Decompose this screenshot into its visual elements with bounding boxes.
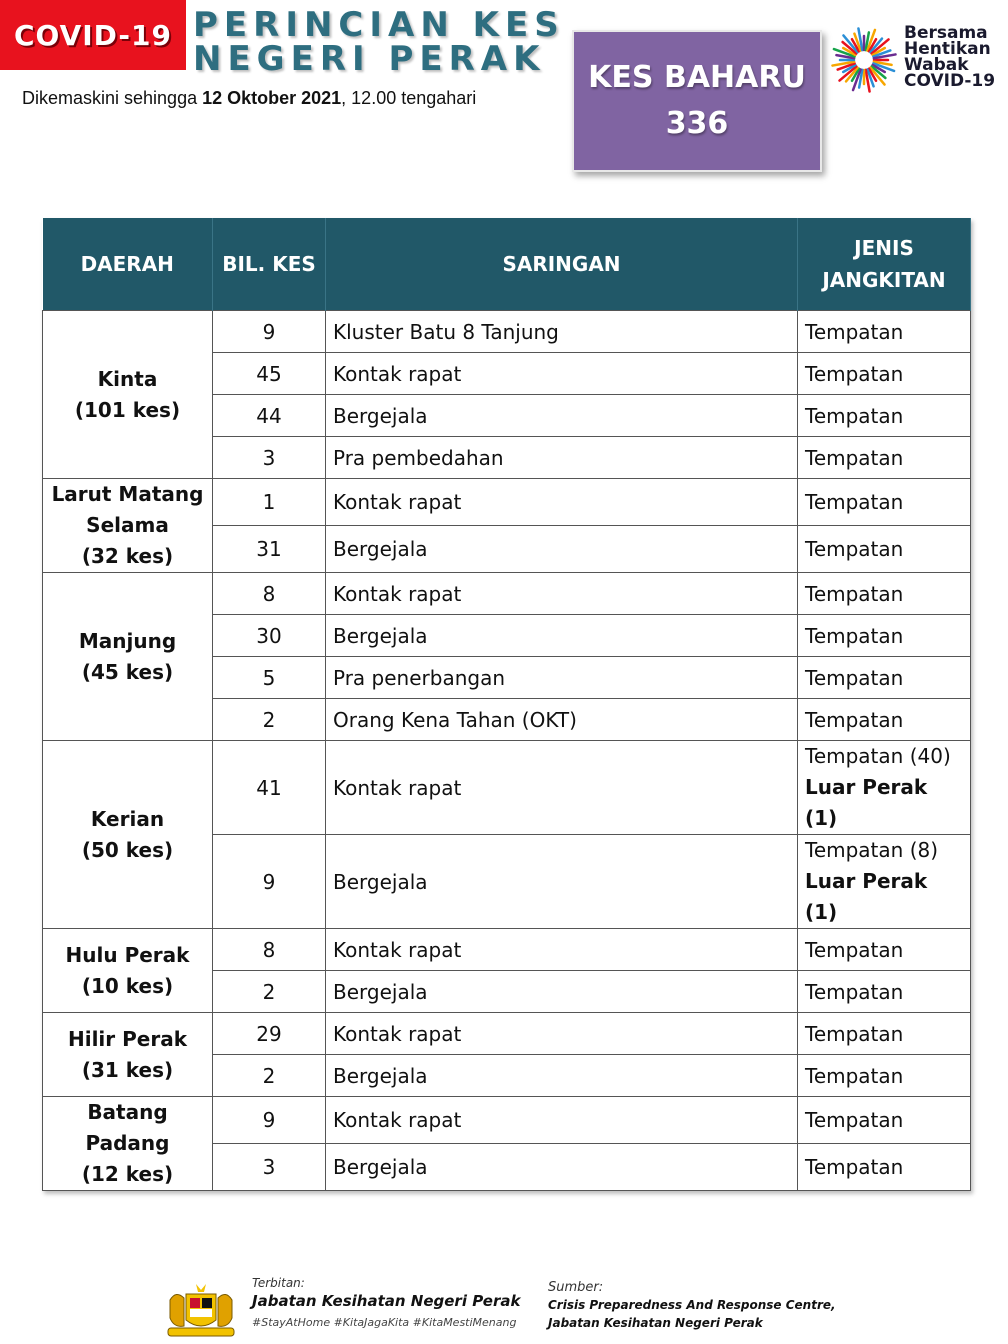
column-header-district: DAERAH xyxy=(43,218,213,311)
column-header-screening: SARINGAN xyxy=(326,218,798,311)
covid-badge-label: COVID-19 xyxy=(13,18,173,52)
district-cell: Hilir Perak (31 kes) xyxy=(43,1013,213,1097)
screening-cell: Bergejala xyxy=(326,1055,798,1097)
case-count-cell: 3 xyxy=(213,437,326,479)
screening-cell: Kluster Batu 8 Tanjung xyxy=(326,311,798,353)
case-count-cell: 5 xyxy=(213,657,326,699)
case-count-cell: 44 xyxy=(213,395,326,437)
infection-type-text: Tempatan xyxy=(805,537,904,561)
screening-cell: Kontak rapat xyxy=(326,741,798,835)
case-count-cell: 2 xyxy=(213,1055,326,1097)
district-cell: Manjung (45 kes) xyxy=(43,573,213,741)
source-line-1: Crisis Preparedness And Response Centre, xyxy=(548,1298,836,1312)
district-cell: Larut Matang Selama (32 kes) xyxy=(43,479,213,573)
screening-cell: Bergejala xyxy=(326,526,798,573)
logo-line-1: Bersama xyxy=(904,23,988,43)
infection-type-cell xyxy=(798,699,971,741)
infection-type-text: Tempatan xyxy=(805,490,904,514)
case-count-cell: 2 xyxy=(213,699,326,741)
new-cases-value: 336 xyxy=(665,106,729,141)
campaign-logo-text xyxy=(904,25,995,89)
infection-type-cell xyxy=(798,526,971,573)
district-cell: Kinta (101 kes) xyxy=(43,311,213,479)
updated-suffix: , 12.00 tengahari xyxy=(341,88,477,108)
column-header-count: BIL. KES xyxy=(213,218,326,311)
title-line-2: NEGERI PERAK xyxy=(193,39,546,79)
updated-timestamp xyxy=(22,88,476,109)
screening-cell: Pra penerbangan xyxy=(326,657,798,699)
infection-type-cell xyxy=(798,1013,971,1055)
screening-cell: Kontak rapat xyxy=(326,929,798,971)
publisher-block xyxy=(252,1276,520,1329)
infection-type-cell xyxy=(798,1144,971,1191)
case-count-cell: 29 xyxy=(213,1013,326,1055)
infection-type-text: Tempatan xyxy=(805,581,904,606)
screening-cell: Bergejala xyxy=(326,1144,798,1191)
publisher-label: Terbitan: xyxy=(252,1276,305,1290)
infection-type-text: Tempatan xyxy=(805,623,904,648)
table-row xyxy=(43,479,971,526)
screening-cell: Kontak rapat xyxy=(326,1013,798,1055)
infection-type-cell xyxy=(798,1055,971,1097)
infection-type-text: Tempatan xyxy=(805,1021,904,1046)
infection-type-cell xyxy=(798,353,971,395)
infection-type-text: Tempatan (40) xyxy=(805,744,951,768)
column-header-infection-type: JENIS JANGKITAN xyxy=(798,218,971,311)
infection-type-cell xyxy=(798,615,971,657)
source-label: Sumber: xyxy=(548,1280,604,1295)
screening-cell: Kontak rapat xyxy=(326,573,798,615)
sunburst-logo-icon xyxy=(828,20,904,100)
case-count-cell: 8 xyxy=(213,929,326,971)
screening-cell: Kontak rapat xyxy=(326,479,798,526)
infection-type-cell xyxy=(798,311,971,353)
infection-type-text: Tempatan xyxy=(805,665,904,690)
hashtags: #StayAtHome #KitaJagaKita #KitaMestiMenang xyxy=(252,1316,517,1329)
case-count-cell: 9 xyxy=(213,835,326,929)
infection-type-cell xyxy=(798,741,971,835)
infection-type-secondary: Luar Perak (1) xyxy=(805,869,928,924)
infection-type-text: Tempatan xyxy=(805,1063,904,1088)
logo-line-2: Hentikan xyxy=(904,39,991,59)
infection-type-cell xyxy=(798,437,971,479)
table-header-row xyxy=(43,218,971,311)
case-count-cell: 30 xyxy=(213,615,326,657)
screening-cell: Pra pembedahan xyxy=(326,437,798,479)
table-row xyxy=(43,573,971,615)
infection-type-text: Tempatan (8) xyxy=(805,838,939,862)
case-count-cell: 31 xyxy=(213,526,326,573)
infection-type-text: Tempatan xyxy=(805,445,904,470)
case-count-cell: 3 xyxy=(213,1144,326,1191)
logo-line-4: COVID-19 xyxy=(904,71,996,91)
infection-type-text: Tempatan xyxy=(805,979,904,1004)
screening-cell: Bergejala xyxy=(326,971,798,1013)
case-count-cell: 1 xyxy=(213,479,326,526)
updated-date: 12 Oktober 2021 xyxy=(202,88,342,108)
infection-type-secondary: Luar Perak (1) xyxy=(805,775,928,830)
case-count-cell: 9 xyxy=(213,311,326,353)
infection-type-cell xyxy=(798,573,971,615)
screening-cell: Kontak rapat xyxy=(326,1097,798,1144)
infection-type-cell xyxy=(798,657,971,699)
infection-type-text: Tempatan xyxy=(805,319,904,344)
infection-type-text: Tempatan xyxy=(805,1108,904,1132)
new-cases-label: KES BAHARU xyxy=(588,60,806,95)
infection-type-cell xyxy=(798,929,971,971)
infection-type-cell xyxy=(798,835,971,929)
covid-badge xyxy=(0,0,186,70)
infection-type-cell xyxy=(798,395,971,437)
screening-cell: Orang Kena Tahan (OKT) xyxy=(326,699,798,741)
publisher-name: Jabatan Kesihatan Negeri Perak xyxy=(252,1292,521,1310)
source-block xyxy=(548,1280,836,1331)
infection-type-text: Tempatan xyxy=(805,707,904,732)
screening-cell: Kontak rapat xyxy=(326,353,798,395)
source-line-2: Jabatan Kesihatan Negeri Perak xyxy=(548,1316,763,1330)
infection-type-cell xyxy=(798,479,971,526)
case-breakdown-table xyxy=(42,218,971,1191)
table-row xyxy=(43,311,971,353)
screening-cell: Bergejala xyxy=(326,615,798,657)
new-cases-box xyxy=(572,30,822,172)
infection-type-cell xyxy=(798,1097,971,1144)
table-row xyxy=(43,1097,971,1144)
updated-prefix: Dikemaskini sehingga xyxy=(22,88,203,108)
infection-type-cell xyxy=(798,971,971,1013)
title-line-1: PERINCIAN KES xyxy=(193,5,565,45)
infection-type-text: Tempatan xyxy=(805,361,904,386)
case-count-cell: 41 xyxy=(213,741,326,835)
case-count-cell: 9 xyxy=(213,1097,326,1144)
table-row xyxy=(43,741,971,835)
table-row xyxy=(43,929,971,971)
infection-type-text: Tempatan xyxy=(805,1155,904,1179)
case-count-cell: 8 xyxy=(213,573,326,615)
district-cell: Hulu Perak (10 kes) xyxy=(43,929,213,1013)
district-cell: Kerian (50 kes) xyxy=(43,741,213,929)
district-cell: Batang Padang (12 kes) xyxy=(43,1097,213,1191)
coat-of-arms-icon xyxy=(162,1282,240,1342)
screening-cell: Bergejala xyxy=(326,395,798,437)
table-row xyxy=(43,1013,971,1055)
infection-type-text: Tempatan xyxy=(805,937,904,962)
screening-cell: Bergejala xyxy=(326,835,798,929)
case-count-cell: 45 xyxy=(213,353,326,395)
infection-type-text: Tempatan xyxy=(805,403,904,428)
campaign-logo xyxy=(828,20,1008,100)
page-title xyxy=(193,5,565,79)
logo-line-3: Wabak xyxy=(904,55,969,75)
case-count-cell: 2 xyxy=(213,971,326,1013)
